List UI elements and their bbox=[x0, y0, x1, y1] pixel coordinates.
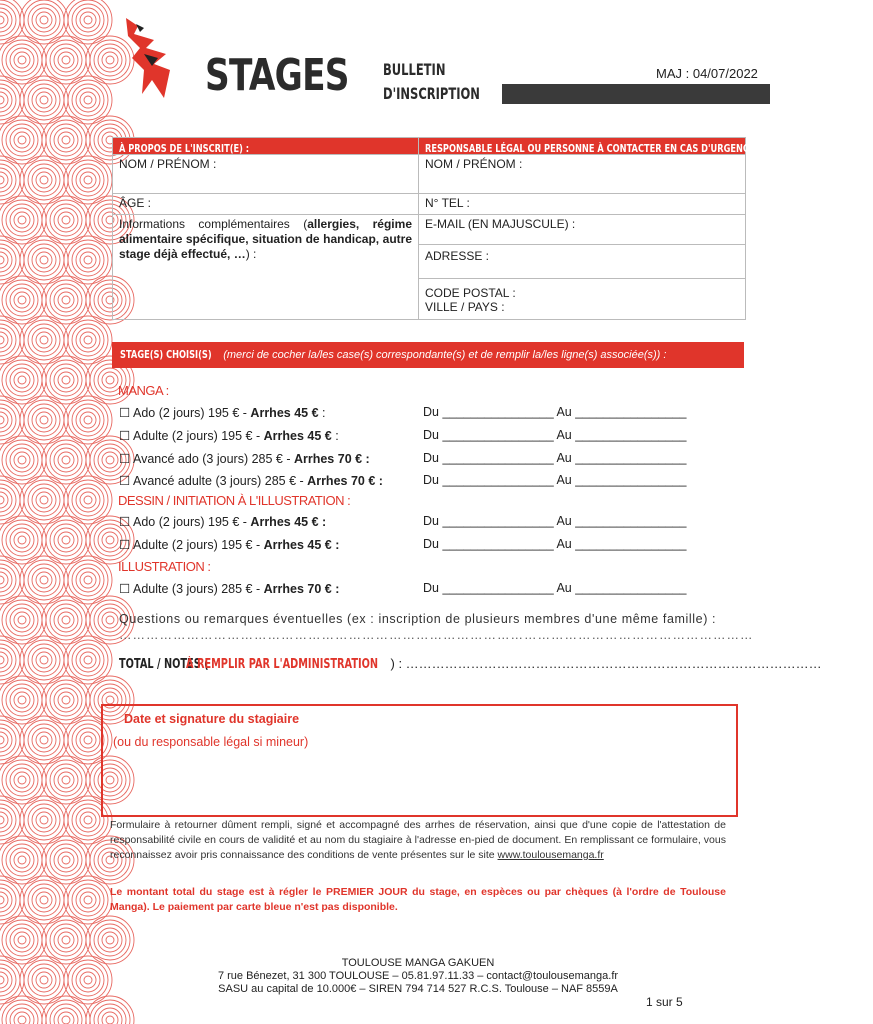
header-dark-bar bbox=[502, 84, 770, 104]
payment-warning: Le montant total du stage est à régler le PREMIER JOUR du stage, en espèces ou par chèques (à l'ordre de Toulouse Manga). Le paiement par carte bleue n'est pas disponible. bbox=[110, 886, 726, 913]
phone-field[interactable]: N° TEL : bbox=[418, 193, 746, 215]
dates-line[interactable]: Du ________________ Au ________________ bbox=[423, 451, 687, 465]
decorative-wave-pattern bbox=[0, 0, 96, 1024]
dates-line[interactable]: Du ________________ Au ________________ bbox=[423, 428, 687, 442]
email-field[interactable]: E-MAIL (EN MAJUSCULE) : bbox=[418, 214, 746, 245]
website-link[interactable]: www.toulousemanga.fr bbox=[497, 849, 604, 861]
dates-line[interactable]: Du ________________ Au ________________ bbox=[423, 473, 687, 487]
option-dessin-adulte[interactable]: ☐ Adulte (2 jours) 195 € - Arrhes 45 € : bbox=[119, 538, 340, 552]
address-field[interactable]: ADRESSE : bbox=[418, 244, 746, 279]
left-column-header: À PROPOS DE L'INSCRIT(E) : bbox=[112, 137, 419, 155]
update-date: MAJ : 04/07/2022 bbox=[656, 66, 758, 81]
section-dessin: DESSIN / INITIATION À L'ILLUSTRATION : bbox=[118, 493, 351, 508]
postal-city-field[interactable]: CODE POSTAL : VILLE / PAYS : bbox=[418, 278, 746, 320]
option-manga-ado[interactable]: ☐ Ado (2 jours) 195 € - Arrhes 45 € : bbox=[119, 406, 326, 420]
section-illustration: ILLUSTRATION : bbox=[118, 559, 211, 574]
total-notes-line: TOTAL / NOTES (À REMPLIR PAR L'ADMINISTRATION ) : …………………………………………………………………………………… bbox=[119, 656, 822, 672]
contact-name-field[interactable]: NOM / PRÉNOM : bbox=[418, 154, 746, 194]
age-field[interactable]: ÂGE : bbox=[112, 193, 419, 215]
option-manga-avance-adulte[interactable]: ☐ Avancé adulte (3 jours) 285 € - Arrhes 70 € : bbox=[119, 474, 383, 488]
questions-answer-line[interactable]: …………………………………………………………………………………………………………………………… bbox=[119, 628, 754, 642]
toulouse-manga-logo bbox=[124, 14, 182, 100]
footer-company: TOULOUSE MANGA GAKUEN bbox=[341, 957, 495, 969]
option-manga-avance-ado[interactable]: ☐ Avancé ado (3 jours) 285 € - Arrhes 70 € : bbox=[119, 452, 370, 466]
signature-title: Date et signature du stagiaire bbox=[124, 712, 300, 726]
option-illustration-adulte[interactable]: ☐ Adulte (3 jours) 285 € - Arrhes 70 € : bbox=[119, 582, 340, 596]
additional-info-field[interactable]: Informations complémentaires (allergies, régime alimentaire spécifique, situation de handicap, autre stage déjà effectué, …) : bbox=[112, 214, 419, 320]
dates-line[interactable]: Du ________________ Au ________________ bbox=[423, 514, 687, 528]
option-dessin-ado[interactable]: ☐ Ado (2 jours) 195 € - Arrhes 45 € : bbox=[119, 515, 327, 529]
return-instructions: Formulaire à retourner dûment rempli, signé et accompagné des arrhes de réservation, ainsi que d'une copie de l'attestation de responsabilité civile en cours de validité et au nom du stagiaire à l'adresse en-pied de document. En remplissant ce formulaire, vous reconnaissez avoir pris connaissance des conditions de vente présentes sur le site www.toulousemanga.fr bbox=[110, 819, 726, 861]
dates-line[interactable]: Du ________________ Au ________________ bbox=[423, 405, 687, 419]
section-manga: MANGA : bbox=[118, 383, 169, 398]
right-column-header: RESPONSABLE LÉGAL OU PERSONNE À CONTACTER EN CAS D'URGENCE : bbox=[418, 137, 746, 155]
questions-label: Questions ou remarques éventuelles (ex : inscription de plusieurs membres d'une même famille) : bbox=[119, 612, 717, 626]
stage-choice-bar: STAGE(S) CHOISI(S) (merci de cocher la/les case(s) correspondante(s) et de remplir la/les ligne(s) associée(s)) : bbox=[112, 342, 744, 368]
dates-line[interactable]: Du ________________ Au ________________ bbox=[423, 581, 687, 595]
signature-subtitle: (ou du responsable légal si mineur) bbox=[113, 735, 309, 749]
bulletin-title bbox=[383, 58, 480, 106]
dates-line[interactable]: Du ________________ Au ________________ bbox=[423, 537, 687, 551]
bulletin-line-1: BULLETIN bbox=[383, 60, 446, 79]
footer-address: 7 rue Bénezet, 31 300 TOULOUSE – 05.81.97.11.33 – contact@toulousemanga.fr bbox=[217, 970, 619, 982]
footer-legal: SASU au capital de 10.000€ – SIREN 794 714 527 R.C.S. Toulouse – NAF 8559A bbox=[218, 983, 618, 995]
option-manga-adulte[interactable]: ☐ Adulte (2 jours) 195 € - Arrhes 45 € : bbox=[119, 429, 339, 443]
brand-title: STAGES bbox=[205, 50, 349, 101]
bulletin-line-2: D'INSCRIPTION bbox=[383, 84, 480, 103]
inscrit-name-field[interactable]: NOM / PRÉNOM : bbox=[112, 154, 419, 194]
page-number: 1 sur 5 bbox=[646, 995, 683, 1009]
